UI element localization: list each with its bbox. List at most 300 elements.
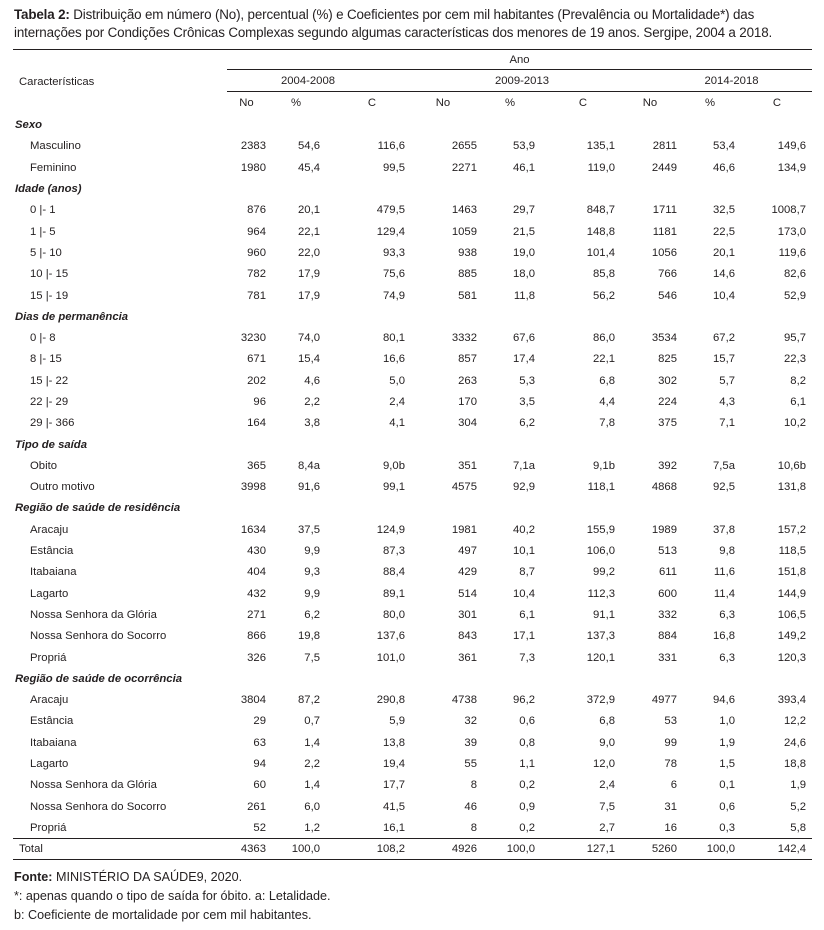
table-row	[13, 775, 812, 796]
cell-value: 302	[658, 374, 677, 387]
cell-value: 263	[458, 374, 477, 387]
cell-value: 22,5	[713, 225, 735, 238]
cell-value: 1,0	[719, 715, 735, 728]
row-label: 22 |- 29	[30, 396, 69, 408]
cell-value: 16,6	[383, 353, 405, 366]
cell-value: 1059	[451, 225, 477, 238]
cell-value: 2,2	[304, 396, 320, 408]
cell-value: 157,2	[777, 523, 806, 536]
cell-value: 53	[664, 715, 677, 728]
row-label: Sexo	[15, 119, 43, 132]
cell-value: 6,8	[599, 374, 615, 387]
cell-value: 3998	[240, 481, 266, 494]
cell-value: 87,2	[298, 694, 320, 707]
cell-value: 170	[458, 396, 477, 408]
cell-value: 95,7	[784, 332, 806, 345]
cell-value: 101,0	[376, 651, 405, 664]
cell-value: 1981	[451, 523, 477, 536]
cell-value: 9,9	[304, 587, 320, 600]
table-row	[13, 562, 812, 583]
cell-value: 2271	[451, 161, 477, 174]
footnote-1: *: apenas quando o tipo de saída for óbito. a: Letalidade.	[14, 889, 331, 903]
cell-value: 20,1	[713, 246, 735, 259]
cell-value: 148,8	[586, 225, 615, 238]
cell-value: 118,1	[587, 481, 615, 494]
cell-value: 825	[658, 353, 677, 366]
cell-value: 261	[247, 800, 266, 813]
cell-value: 0,1	[719, 779, 735, 792]
cell-value: 4738	[451, 694, 477, 707]
cell-value: 0,7	[304, 715, 320, 728]
cell-value: 18,0	[513, 268, 535, 281]
caption-label: Tabela 2:	[14, 7, 70, 22]
row-label: Itabaiana	[30, 736, 77, 749]
cell-value: 1634	[240, 523, 266, 536]
cell-value: 2,7	[599, 821, 615, 834]
cell-value: 1,4	[304, 779, 320, 792]
cell-value: 202	[247, 374, 266, 387]
cell-value: 4363	[227, 839, 274, 860]
cell-value: 3230	[240, 332, 266, 345]
cell-value: 53,4	[713, 140, 735, 153]
cell-value: 74,9	[383, 289, 405, 302]
cell-value: 135,1	[586, 140, 615, 153]
cell-value: 17,7	[383, 779, 405, 792]
row-label: Região de saúde de ocorrência	[15, 672, 182, 685]
footnote-source	[14, 868, 814, 887]
data-table	[13, 49, 812, 860]
footnote-source-label: Fonte:	[14, 870, 53, 884]
row-label: Lagarto	[30, 758, 69, 771]
cell-value: 119,0	[587, 161, 615, 174]
cell-value: 3534	[651, 332, 677, 345]
table-row	[13, 242, 812, 263]
cell-value: 13,8	[383, 736, 405, 749]
cell-value: 17,4	[513, 353, 535, 366]
cell-value: 100,0	[274, 839, 340, 860]
table-row	[13, 285, 812, 306]
row-label: Região de saúde de residência	[15, 502, 181, 515]
table-row	[13, 626, 812, 647]
row-label: 5 |- 10	[30, 246, 62, 259]
cell-value: 40,2	[513, 523, 535, 536]
row-label: Idade (anos)	[15, 183, 82, 196]
cell-value: 106,5	[777, 608, 806, 621]
cell-value: 21,5	[513, 225, 535, 238]
cell-value: 124,9	[376, 523, 405, 536]
cell-value: 8,4a	[298, 459, 320, 472]
cell-value: 938	[458, 246, 477, 259]
row-label: 8 |- 15	[30, 353, 62, 366]
cell-value: 5,0	[389, 374, 405, 387]
subheader-c-3: C	[772, 97, 782, 110]
table-row	[13, 370, 812, 391]
cell-value: 137,6	[376, 630, 405, 643]
cell-value: 0,9	[519, 800, 535, 813]
cell-value: 351	[458, 459, 477, 472]
cell-value: 2811	[652, 140, 677, 153]
cell-value: 5,9	[389, 715, 405, 728]
footnote-source-text: MINISTÉRIO DA SAÚDE9, 2020.	[52, 870, 243, 884]
table-row	[13, 753, 812, 774]
subheader-no-2: No	[435, 97, 451, 110]
cell-value: 1989	[651, 523, 677, 536]
row-label: Lagarto	[30, 587, 69, 600]
table-row	[13, 690, 812, 711]
cell-value: 22,3	[784, 353, 806, 366]
row-label: 15 |- 22	[30, 374, 69, 387]
row-label: Estância	[30, 715, 74, 728]
cell-value: 1056	[651, 246, 677, 259]
cell-value: 8,2	[790, 374, 806, 387]
cell-value: 60	[253, 779, 266, 792]
cell-value: 46	[464, 800, 477, 813]
cell-value: 4868	[651, 481, 677, 494]
cell-value: 331	[658, 651, 677, 664]
cell-value: 20,1	[298, 204, 320, 217]
row-label: 15 |- 19	[30, 289, 69, 302]
cell-value: 96,2	[513, 694, 535, 707]
cell-value: 17,1	[513, 630, 535, 643]
cell-value: 546	[658, 289, 677, 302]
header-period-1: 2004-2008	[227, 70, 409, 92]
cell-value: 4,6	[304, 374, 320, 387]
cell-value: 164	[247, 417, 266, 430]
cell-value: 22,0	[298, 246, 320, 259]
cell-value: 17,9	[298, 268, 320, 281]
cell-value: 99	[664, 736, 677, 749]
cell-value: 2655	[451, 140, 477, 153]
cell-value: 29	[253, 715, 266, 728]
cell-value: 361	[458, 651, 477, 664]
row-label: Dias de permanência	[15, 310, 129, 323]
cell-value: 41,5	[383, 800, 405, 813]
cell-value: 120,3	[777, 651, 806, 664]
cell-value: 404	[247, 566, 266, 579]
cell-value: 1,5	[719, 758, 735, 771]
cell-value: 782	[247, 268, 266, 281]
cell-value: 9,1b	[593, 459, 615, 472]
cell-value: 93,3	[383, 246, 405, 259]
row-label: Outro motivo	[30, 481, 95, 494]
cell-value: 17,9	[298, 289, 320, 302]
cell-value: 964	[247, 225, 266, 238]
cell-value: 430	[247, 545, 266, 558]
cell-value: 866	[247, 630, 266, 643]
cell-value: 2449	[651, 161, 677, 174]
category-row	[13, 115, 812, 136]
total-row	[13, 839, 812, 860]
cell-value: 11,6	[713, 566, 735, 579]
table-row	[13, 264, 812, 285]
subheader-no-3: No	[642, 97, 658, 110]
table-row	[13, 604, 812, 625]
cell-value: 885	[458, 268, 477, 281]
cell-value: 94,6	[713, 694, 735, 707]
row-label: Obito	[30, 459, 58, 472]
table-body	[13, 115, 812, 860]
cell-value: 120,1	[586, 651, 615, 664]
cell-value: 4,3	[719, 396, 735, 408]
row-label: Nossa Senhora do Socorro	[30, 800, 167, 813]
cell-value: 857	[458, 353, 477, 366]
cell-value: 39	[464, 736, 477, 749]
row-label: 10 |- 15	[30, 268, 69, 281]
cell-value: 4575	[451, 481, 477, 494]
cell-value: 173,0	[777, 225, 806, 238]
table-row	[13, 540, 812, 561]
footnote-2: b: Coeficiente de mortalidade por cem mil habitantes.	[14, 908, 312, 922]
cell-value: 3804	[240, 694, 266, 707]
cell-value: 12,0	[593, 758, 615, 771]
category-row	[13, 498, 812, 519]
cell-value: 92,5	[713, 481, 735, 494]
cell-value: 127,1	[553, 839, 623, 860]
cell-value: 6,8	[599, 715, 615, 728]
cell-value: 6,2	[519, 417, 535, 430]
cell-value: 12,2	[784, 715, 806, 728]
cell-value: 67,6	[513, 332, 535, 345]
cell-value: 432	[247, 587, 266, 600]
header-period-3: 2014-2018	[623, 70, 812, 92]
category-row	[13, 178, 812, 199]
cell-value: 100,0	[687, 839, 751, 860]
cell-value: 1,2	[304, 821, 320, 834]
cell-value: 22,1	[298, 225, 320, 238]
subheader-pct-2: %	[504, 97, 516, 110]
cell-value: 19,8	[298, 630, 320, 643]
cell-value: 4,4	[599, 396, 615, 408]
cell-value: 1,1	[519, 758, 535, 771]
cell-value: 108,2	[340, 839, 409, 860]
cell-value: 155,9	[586, 523, 615, 536]
table-row	[13, 647, 812, 668]
cell-value: 11,4	[713, 587, 735, 600]
cell-value: 32,5	[713, 204, 735, 217]
table-row	[13, 391, 812, 412]
cell-value: 54,6	[298, 140, 320, 153]
row-label: Propriá	[30, 821, 67, 834]
cell-value: 16,1	[383, 821, 405, 834]
cell-value: 290,8	[376, 694, 405, 707]
cell-value: 85,8	[593, 268, 615, 281]
cell-value: 6,2	[304, 608, 320, 621]
cell-value: 392	[658, 459, 677, 472]
cell-value: 781	[247, 289, 266, 302]
cell-value: 1181	[652, 225, 677, 238]
cell-value: 7,5	[304, 651, 320, 664]
cell-value: 5260	[623, 839, 687, 860]
cell-value: 112,3	[587, 587, 615, 600]
cell-value: 8	[470, 779, 477, 792]
table-row	[13, 327, 812, 348]
cell-value: 16	[664, 821, 677, 834]
cell-value: 8,7	[519, 566, 535, 579]
table-row	[13, 136, 812, 157]
cell-value: 0,3	[719, 821, 735, 834]
cell-value: 10,2	[784, 417, 806, 430]
cell-value: 74,0	[298, 332, 320, 345]
cell-value: 10,4	[513, 587, 535, 600]
cell-value: 4,1	[389, 417, 405, 430]
cell-value: 46,1	[513, 161, 535, 174]
table-row	[13, 711, 812, 732]
cell-value: 6,3	[719, 651, 735, 664]
cell-value: 304	[458, 417, 477, 430]
row-label: Feminino	[30, 161, 77, 174]
cell-value: 37,8	[713, 523, 735, 536]
cell-value: 87,3	[383, 545, 405, 558]
table-row	[13, 583, 812, 604]
cell-value: 375	[658, 417, 677, 430]
cell-value: 5,7	[719, 374, 735, 387]
cell-value: 1980	[240, 161, 266, 174]
cell-value: 671	[247, 353, 266, 366]
cell-value: 78	[664, 758, 677, 771]
footnotes	[14, 868, 814, 925]
cell-value: 9,0b	[383, 459, 405, 472]
table-row	[13, 157, 812, 178]
cell-value: 2,4	[599, 779, 615, 792]
subheader-pct-3: %	[704, 97, 716, 110]
cell-value: 1,4	[304, 736, 320, 749]
cell-value: 7,3	[519, 651, 535, 664]
cell-value: 24,6	[784, 736, 806, 749]
cell-value: 144,9	[777, 587, 806, 600]
table-row	[13, 349, 812, 370]
cell-value: 1463	[451, 204, 477, 217]
cell-value: 766	[658, 268, 677, 281]
cell-value: 19,4	[383, 758, 405, 771]
cell-value: 326	[247, 651, 266, 664]
row-label: 0 |- 8	[30, 332, 56, 345]
cell-value: 3,8	[304, 417, 320, 430]
cell-value: 9,9	[304, 545, 320, 558]
cell-value: 6,3	[719, 608, 735, 621]
cell-value: 7,1a	[513, 459, 535, 472]
table-row	[13, 732, 812, 753]
cell-value: 8	[470, 821, 477, 834]
table-row	[13, 796, 812, 817]
cell-value: 2,4	[389, 396, 405, 408]
cell-value: 118,5	[778, 545, 806, 558]
cell-value: 0,2	[519, 779, 535, 792]
category-row	[13, 434, 812, 455]
header-characteristics: Características	[13, 50, 227, 115]
cell-value: 151,8	[777, 566, 806, 579]
cell-value: 600	[658, 587, 677, 600]
cell-value: 149,2	[777, 630, 806, 643]
cell-value: 14,6	[713, 268, 735, 281]
cell-value: 848,7	[586, 204, 615, 217]
cell-value: 137,3	[586, 630, 615, 643]
cell-value: 876	[247, 204, 266, 217]
cell-value: 5,2	[790, 800, 806, 813]
subheader-c-1: C	[367, 97, 377, 110]
subheader-c-2: C	[578, 97, 588, 110]
caption-text: Distribuição em número (No), percentual (%) e Coeficientes por cem mil habitantes (Prevalência ou Mortalidade*) das internações por Condições Crônicas Complexas segundo algumas características dos menores de 19 anos. Sergipe, 2004 a 2018.	[14, 7, 773, 40]
cell-value: 3332	[451, 332, 477, 345]
cell-value: 99,2	[593, 566, 615, 579]
cell-value: 0,6	[719, 800, 735, 813]
cell-value: 2383	[240, 140, 266, 153]
cell-value: 301	[458, 608, 477, 621]
cell-value: 86,0	[593, 332, 615, 345]
cell-value: 75,6	[383, 268, 405, 281]
category-row	[13, 668, 812, 689]
table-row	[13, 413, 812, 434]
cell-value: 6,1	[519, 608, 535, 621]
cell-value: 67,2	[713, 332, 735, 345]
cell-value: 91,6	[298, 481, 320, 494]
cell-value: 29,7	[513, 204, 535, 217]
cell-value: 4926	[409, 839, 485, 860]
row-label: Aracaju	[30, 694, 69, 707]
category-row	[13, 306, 812, 327]
table-caption	[14, 6, 814, 42]
cell-value: 372,9	[586, 694, 615, 707]
cell-value: 100,0	[485, 839, 553, 860]
cell-value: 149,6	[777, 140, 806, 153]
cell-value: 884	[658, 630, 677, 643]
cell-value: 89,1	[383, 587, 405, 600]
cell-value: 82,6	[784, 268, 806, 281]
row-label: 0 |- 1	[30, 204, 56, 217]
table-row	[13, 477, 812, 498]
cell-value: 11,8	[513, 289, 535, 302]
cell-value: 513	[658, 545, 677, 558]
row-label: Propriá	[30, 651, 67, 664]
table-row	[13, 817, 812, 838]
row-label: Nossa Senhora do Socorro	[30, 630, 167, 643]
table-row	[13, 221, 812, 242]
cell-value: 10,1	[513, 545, 535, 558]
cell-value: 18,8	[784, 758, 806, 771]
cell-value: 142,4	[751, 839, 812, 860]
row-label: 1 |- 5	[30, 225, 56, 238]
cell-value: 46,6	[713, 161, 735, 174]
cell-value: 7,5	[599, 800, 615, 813]
row-label: Aracaju	[30, 523, 69, 536]
cell-value: 119,6	[778, 246, 806, 259]
cell-value: 91,1	[593, 608, 615, 621]
cell-value: 131,8	[777, 481, 806, 494]
row-label: 29 |- 366	[30, 417, 75, 430]
cell-value: 365	[247, 459, 266, 472]
table-row	[13, 519, 812, 540]
cell-value: 1008,7	[771, 204, 806, 217]
cell-value: 96	[253, 396, 266, 408]
cell-value: 6,0	[304, 800, 320, 813]
row-label: Tipo de saída	[15, 438, 87, 451]
subheader-no-1: No	[239, 97, 254, 110]
cell-value: 4977	[651, 694, 677, 707]
cell-value: 10,6b	[777, 459, 806, 472]
cell-value: 0,2	[519, 821, 535, 834]
cell-value: 9,0	[599, 736, 615, 749]
cell-value: 224	[658, 396, 677, 408]
cell-value: 5,8	[790, 821, 806, 834]
cell-value: 7,5a	[713, 459, 735, 472]
table-header	[13, 50, 812, 115]
cell-value: 45,4	[298, 161, 320, 174]
cell-value: 92,9	[513, 481, 535, 494]
cell-value: 80,0	[383, 608, 405, 621]
cell-value: 16,8	[713, 630, 735, 643]
cell-value: 56,2	[593, 289, 615, 302]
cell-value: 22,1	[593, 353, 615, 366]
cell-value: 5,3	[519, 374, 535, 387]
